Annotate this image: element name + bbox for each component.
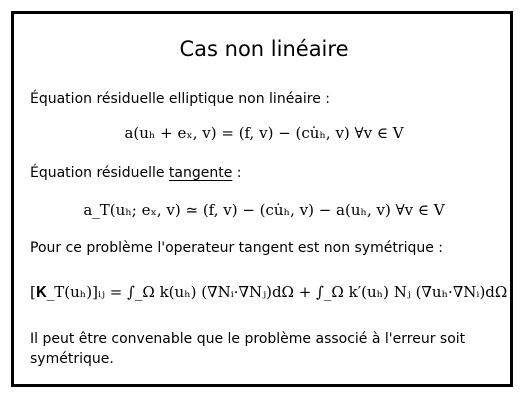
slide-title: Cas non linéaire	[179, 37, 349, 61]
tangent-label	[30, 164, 242, 183]
operator-equation: [𝐊_T(uₕ)]ᵢⱼ = ∫_Ω k(uₕ) (∇Nᵢ·∇Nⱼ)dΩ + ∫_Ω k′(uₕ) Nⱼ (∇uₕ·∇Nᵢ)dΩ	[30, 283, 508, 301]
operator-label: Pour ce problème l'operateur tangent est non symétrique :	[30, 240, 444, 256]
tangent-label-emphasis: tangente	[168, 165, 233, 181]
tangent-label-prefix: Équation résiduelle	[30, 165, 169, 181]
conclusion-line-2: symétrique.	[30, 351, 114, 367]
conclusion-line-1: Il peut être convenable que le problème associé à l'erreur soit	[30, 331, 466, 347]
tangent-label-suffix: :	[232, 165, 242, 181]
residual-equation: a(uₕ + eₓ, v) = (f, v) − (cu̇ₕ, v) ∀v ∈ V	[124, 124, 404, 142]
tangent-equation: a_T(uₕ; eₓ, v) ≃ (f, v) − (cu̇ₕ, v) − a(uₕ, v) ∀v ∈ V	[83, 201, 445, 219]
residual-label: Équation résiduelle elliptique non linéaire :	[30, 91, 331, 107]
